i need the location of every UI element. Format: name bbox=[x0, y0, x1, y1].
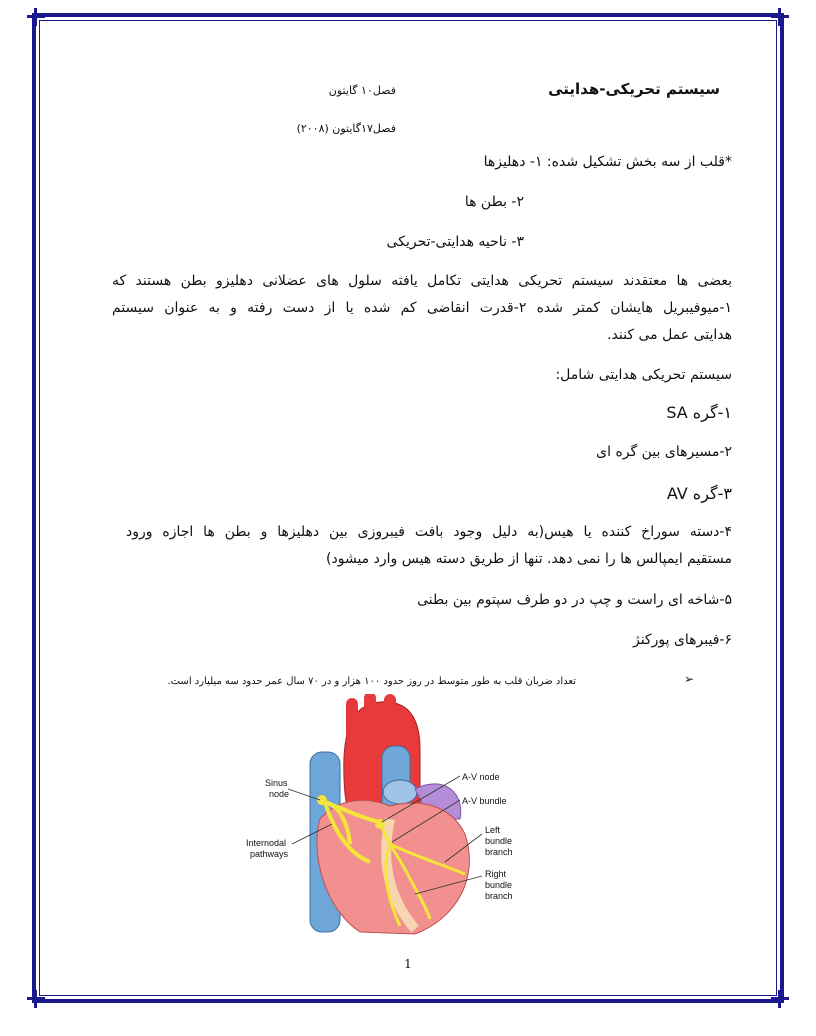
system-item: ۴-دسته سوراخ کننده یا هیس(به دلیل وجود بافت فیبروزی بین دهلیزها و بطن ها اجازه ورود bbox=[126, 524, 732, 540]
left-branch-label-3: branch bbox=[485, 847, 513, 857]
border-corner-ornament bbox=[771, 8, 789, 26]
border-corner-ornament bbox=[27, 8, 45, 26]
sinus-node-label: Sinus bbox=[265, 778, 288, 788]
page-title: سیستم تحریکی-هدایتی bbox=[548, 80, 720, 98]
av-bundle-label: A-V bundle bbox=[462, 796, 507, 806]
pulmonary-valve-shape bbox=[383, 780, 417, 804]
system-item: ۵-شاخه ای راست و چپ در دو طرف سپتوم بین بطنی bbox=[417, 592, 732, 608]
chapter-reference: فصل۱۰ گایتون bbox=[328, 84, 396, 97]
system-item: ۲-مسیرهای بین گره ای bbox=[596, 444, 732, 460]
system-item: ۱-گره SA bbox=[666, 403, 732, 422]
intro-item-3: ۳- ناحیه هدایتی-تحریکی bbox=[386, 234, 524, 250]
border-corner-ornament bbox=[27, 990, 45, 1008]
sinus-node-shape bbox=[317, 795, 327, 805]
left-branch-label-2: bundle bbox=[485, 836, 513, 846]
intro-item-2: ۲- بطن ها bbox=[464, 194, 524, 210]
border-corner-ornament bbox=[771, 990, 789, 1008]
bullet-arrow-icon: ➢ bbox=[684, 672, 695, 686]
chapter-reference-2008: فصل۱۷گایتون (۲۰۰۸) bbox=[296, 122, 396, 135]
av-node-label: A-V node bbox=[462, 772, 500, 782]
heart-rate-note: تعداد ضربان قلب به طور متوسط در روز حدود ۱۰۰ هزار و در ۷۰ سال عمر حدود سه میلیارد است. bbox=[167, 676, 576, 687]
paragraph-line: ۱-میوفیبریل هایشان کمتر شده ۲-قدرت انقاضی کم شده یا از دست رفته و به عنوان سیستم bbox=[112, 300, 732, 316]
heart-conduction-diagram bbox=[240, 694, 540, 938]
paragraph-line: هدایتی عمل می کنند. bbox=[607, 327, 732, 343]
internodal-label: Internodal bbox=[246, 838, 287, 848]
sinus-node-label-2: node bbox=[269, 789, 290, 799]
internodal-label-2: pathways bbox=[250, 849, 289, 859]
left-branch-label: Left bbox=[485, 825, 501, 835]
paragraph-line: بعضی ها معتقدند سیستم تحریکی هدایتی تکامل یافته سلول های عضلانی دهلیزو بطن هستند که bbox=[112, 273, 732, 289]
system-heading: سیستم تحریکی هدایتی شامل: bbox=[555, 367, 732, 383]
page-number: 1 bbox=[404, 957, 412, 971]
system-item-continued: مستقیم ایمپالس ها را نمی دهد. تنها از طریق دسته هیس وارد میشود) bbox=[326, 551, 732, 567]
right-branch-label-3: branch bbox=[485, 891, 513, 901]
system-item: ۳-گره AV bbox=[666, 484, 732, 503]
system-item: ۶-فیبرهای پورکنژ bbox=[632, 632, 732, 648]
intro-line: *قلب از سه بخش تشکیل شده: ۱- دهلیزها bbox=[483, 154, 732, 170]
right-branch-label-2: bundle bbox=[485, 880, 513, 890]
right-branch-label: Right bbox=[485, 869, 507, 879]
